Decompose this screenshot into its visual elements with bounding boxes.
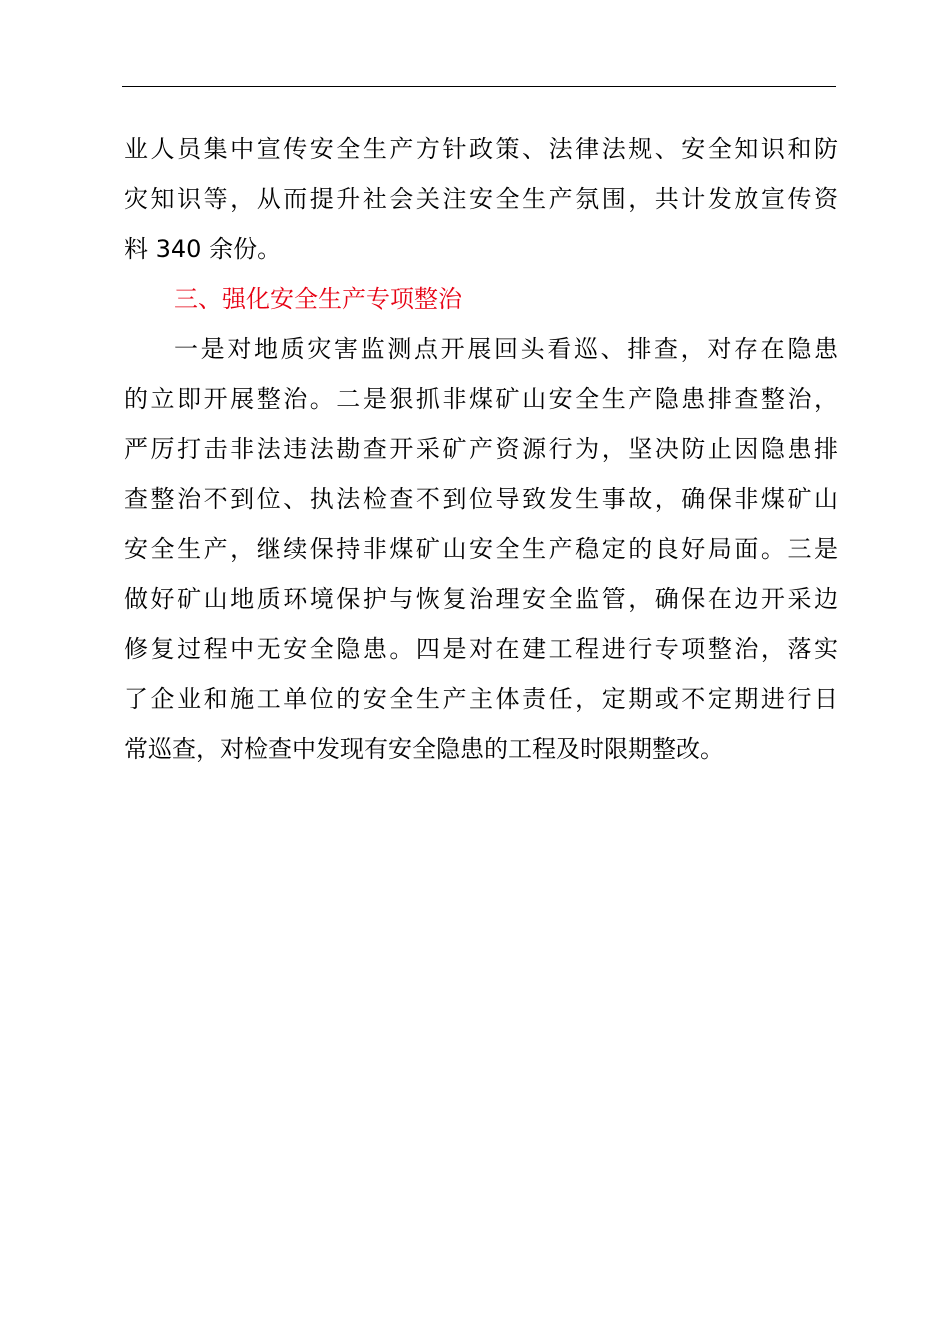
- text-line: 料 340 余份。: [124, 235, 282, 263]
- text-line: 常巡查，对检查中发现有安全隐患的工程及时限期整改。: [124, 735, 724, 763]
- text-line: 了企业和施工单位的安全生产主体责任，定期或不定期进行日: [124, 685, 838, 713]
- text-line: 的立即开展整治。二是狠抓非煤矿山安全生产隐患排查整治，: [124, 385, 838, 413]
- section-heading: 三、强化安全生产专项整治: [174, 285, 462, 313]
- text-line: 做好矿山地质环境保护与恢复治理安全监管，确保在边开采边: [124, 585, 838, 613]
- text-line: 业人员集中宣传安全生产方针政策、法律法规、安全知识和防: [124, 135, 838, 163]
- text-line: 灾知识等，从而提升社会关注安全生产氛围，共计发放宣传资: [124, 185, 838, 213]
- document-body: [124, 124, 838, 774]
- paragraph-continued: [124, 124, 838, 274]
- header-rule: [122, 86, 836, 87]
- paragraph-rectification: [124, 324, 838, 774]
- text-line: 一是对地质灾害监测点开展回头看巡、排查，对存在隐患: [174, 335, 838, 363]
- text-line: 安全生产，继续保持非煤矿山安全生产稳定的良好局面。三是: [124, 535, 838, 563]
- text-line: 修复过程中无安全隐患。四是对在建工程进行专项整治，落实: [124, 635, 838, 663]
- text-line: 严厉打击非法违法勘查开采矿产资源行为，坚决防止因隐患排: [124, 435, 838, 463]
- text-line: 查整治不到位、执法检查不到位导致发生事故，确保非煤矿山: [124, 485, 838, 513]
